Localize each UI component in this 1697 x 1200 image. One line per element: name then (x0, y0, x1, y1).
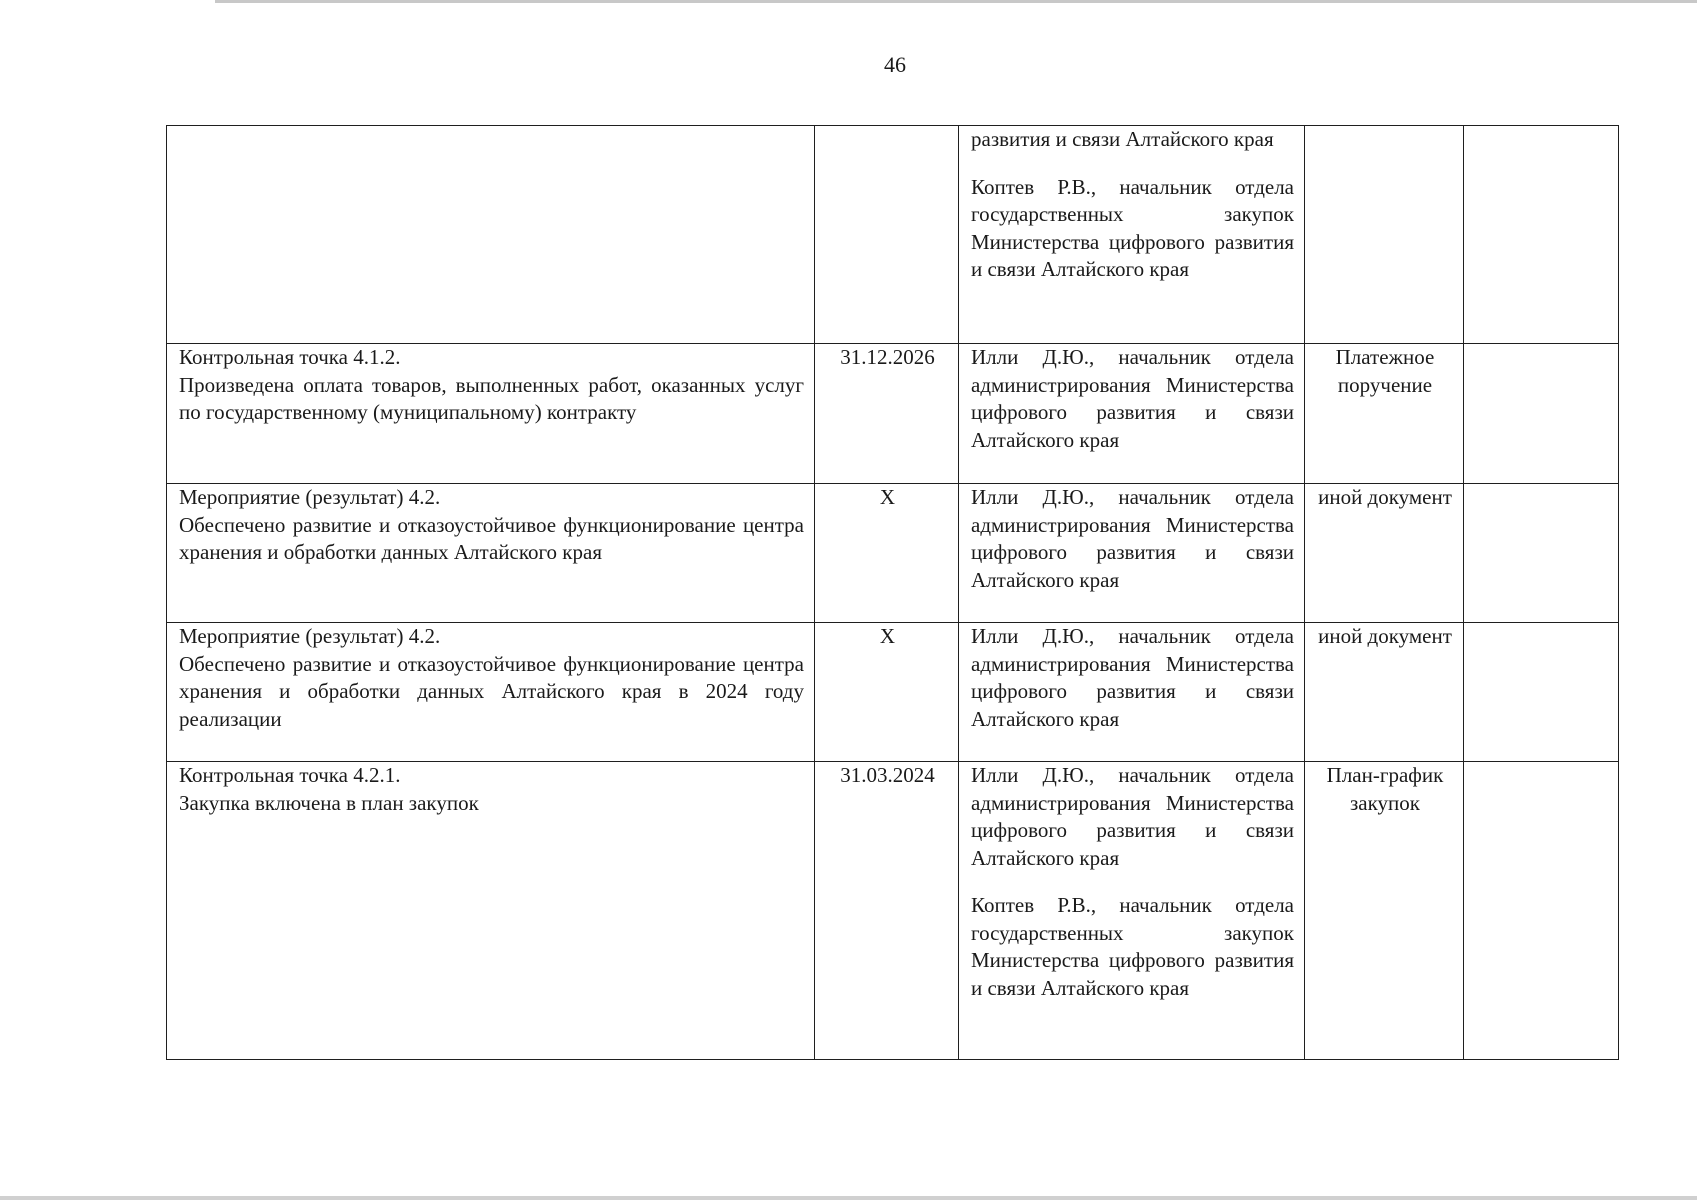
extra-cell (1464, 126, 1619, 344)
date-cell: X (815, 623, 959, 762)
item-cell (167, 623, 815, 762)
item-title: Мероприятие (результат) 4.2. (179, 485, 441, 509)
table-row (167, 623, 1619, 762)
date-cell: 31.03.2024 (815, 762, 959, 1060)
responsible-entry: развития и связи Алтайского края (971, 127, 1274, 151)
responsible-cell (959, 484, 1305, 623)
responsible-entry: Илли Д.Ю., начальник отдела администрирования Министерства цифрового развития и связи Алтайского края (971, 485, 1294, 592)
plan-table (166, 125, 1619, 1060)
scan-edge-top (215, 0, 1697, 3)
responsible-cell (959, 762, 1305, 1060)
item-cell (167, 484, 815, 623)
responsible-entry: Илли Д.Ю., начальник отдела администрирования Министерства цифрового развития и связи Алтайского края (971, 345, 1294, 452)
table-row (167, 344, 1619, 484)
date-cell: 31.12.2026 (815, 344, 959, 484)
responsible-entry: Коптев Р.В., начальник отдела государственных закупок Министерства цифрового развития и связи Алтайского края (971, 174, 1294, 281)
item-description: Обеспечено развитие и отказоустойчивое функционирование центра хранения и обработки данных Алтайского края в 2024 году реализации (179, 651, 804, 731)
responsible-cell (959, 623, 1305, 762)
extra-cell (1464, 762, 1619, 1060)
scan-edge-bottom (0, 1196, 1697, 1200)
document-cell (1305, 126, 1464, 344)
item-cell (167, 344, 815, 484)
document-cell: иной документ (1305, 484, 1464, 623)
table-row (167, 762, 1619, 1060)
item-cell (167, 126, 815, 344)
extra-cell (1464, 484, 1619, 623)
page-number: 46 (884, 52, 906, 77)
item-title: Контрольная точка 4.2.1. (179, 763, 401, 787)
responsible-entry: Коптев Р.В., начальник отдела государственных закупок Министерства цифрового развития и связи Алтайского края (971, 893, 1294, 1000)
document-cell: Платежное поручение (1305, 344, 1464, 484)
item-title: Контрольная точка 4.1.2. (179, 345, 401, 369)
item-description: Обеспечено развитие и отказоустойчивое функционирование центра хранения и обработки данных Алтайского края (179, 512, 804, 564)
responsible-entry: Илли Д.Ю., начальник отдела администрирования Министерства цифрового развития и связи Алтайского края (971, 624, 1294, 731)
responsible-entry: Илли Д.Ю., начальник отдела администрирования Министерства цифрового развития и связи Алтайского края (971, 763, 1294, 870)
item-description: Произведена оплата товаров, выполненных работ, оказанных услуг по государственному (муниципальному) контракту (179, 372, 804, 424)
table-row (167, 484, 1619, 623)
responsible-cell (959, 126, 1305, 344)
item-cell (167, 762, 815, 1060)
responsible-cell (959, 344, 1305, 484)
document-cell: иной документ (1305, 623, 1464, 762)
extra-cell (1464, 623, 1619, 762)
extra-cell (1464, 344, 1619, 484)
date-cell (815, 126, 959, 344)
document-cell: План-график закупок (1305, 762, 1464, 1060)
date-cell: X (815, 484, 959, 623)
item-title: Мероприятие (результат) 4.2. (179, 624, 441, 648)
table-row (167, 126, 1619, 344)
item-description: Закупка включена в план закупок (179, 790, 479, 815)
